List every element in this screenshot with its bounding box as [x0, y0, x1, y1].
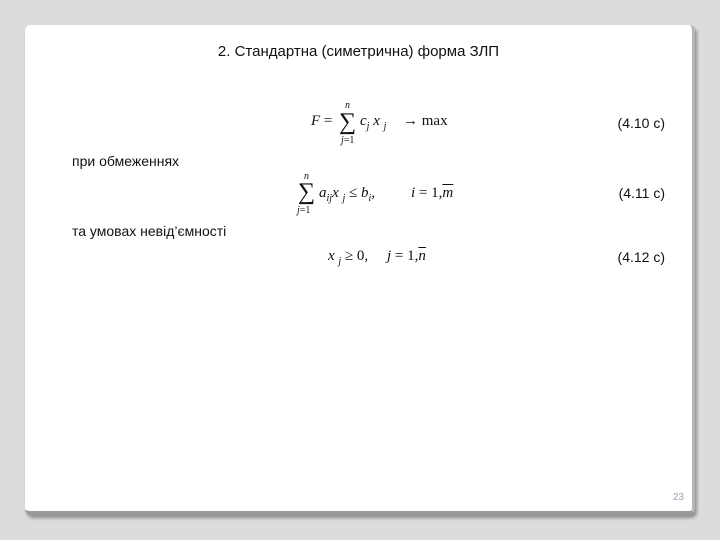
sum-upper-limit: n: [304, 171, 309, 182]
objective-lhs: F =: [311, 113, 333, 129]
nonnegativity-index: $j = 1,\overline{n}$: [387, 248, 426, 264]
equation-number: (4.11 с): [618, 185, 665, 201]
constraints-label: при обмеженнях: [72, 153, 180, 169]
sum-symbol: ∑: [298, 179, 316, 205]
sum-upper-limit: n: [345, 100, 350, 111]
objective-term: $c_j$ x $_j$: [360, 113, 387, 132]
constraint-term: $a_{ij}x$ $_j \le b_i$,: [319, 185, 376, 204]
sum-lower-limit: j=1: [341, 135, 355, 146]
equation-number: (4.10 с): [617, 115, 665, 131]
objective-goal: → max: [403, 113, 448, 129]
slide: [25, 25, 695, 515]
equation-number: (4.12 с): [617, 249, 665, 265]
slide-title: 2. Стандартна (симетрична) форма ЗЛП: [217, 43, 500, 60]
sum-lower-limit: j=1: [297, 205, 311, 216]
nonnegativity-term: x $_j$ ≥ 0,: [328, 248, 369, 267]
sum-symbol: ∑: [339, 109, 357, 135]
constraint-index: $i = 1,\overline{m}$: [411, 185, 454, 201]
nonnegativity-label: та умовах невід’ємності: [72, 223, 227, 239]
page-number: 23: [672, 492, 684, 503]
